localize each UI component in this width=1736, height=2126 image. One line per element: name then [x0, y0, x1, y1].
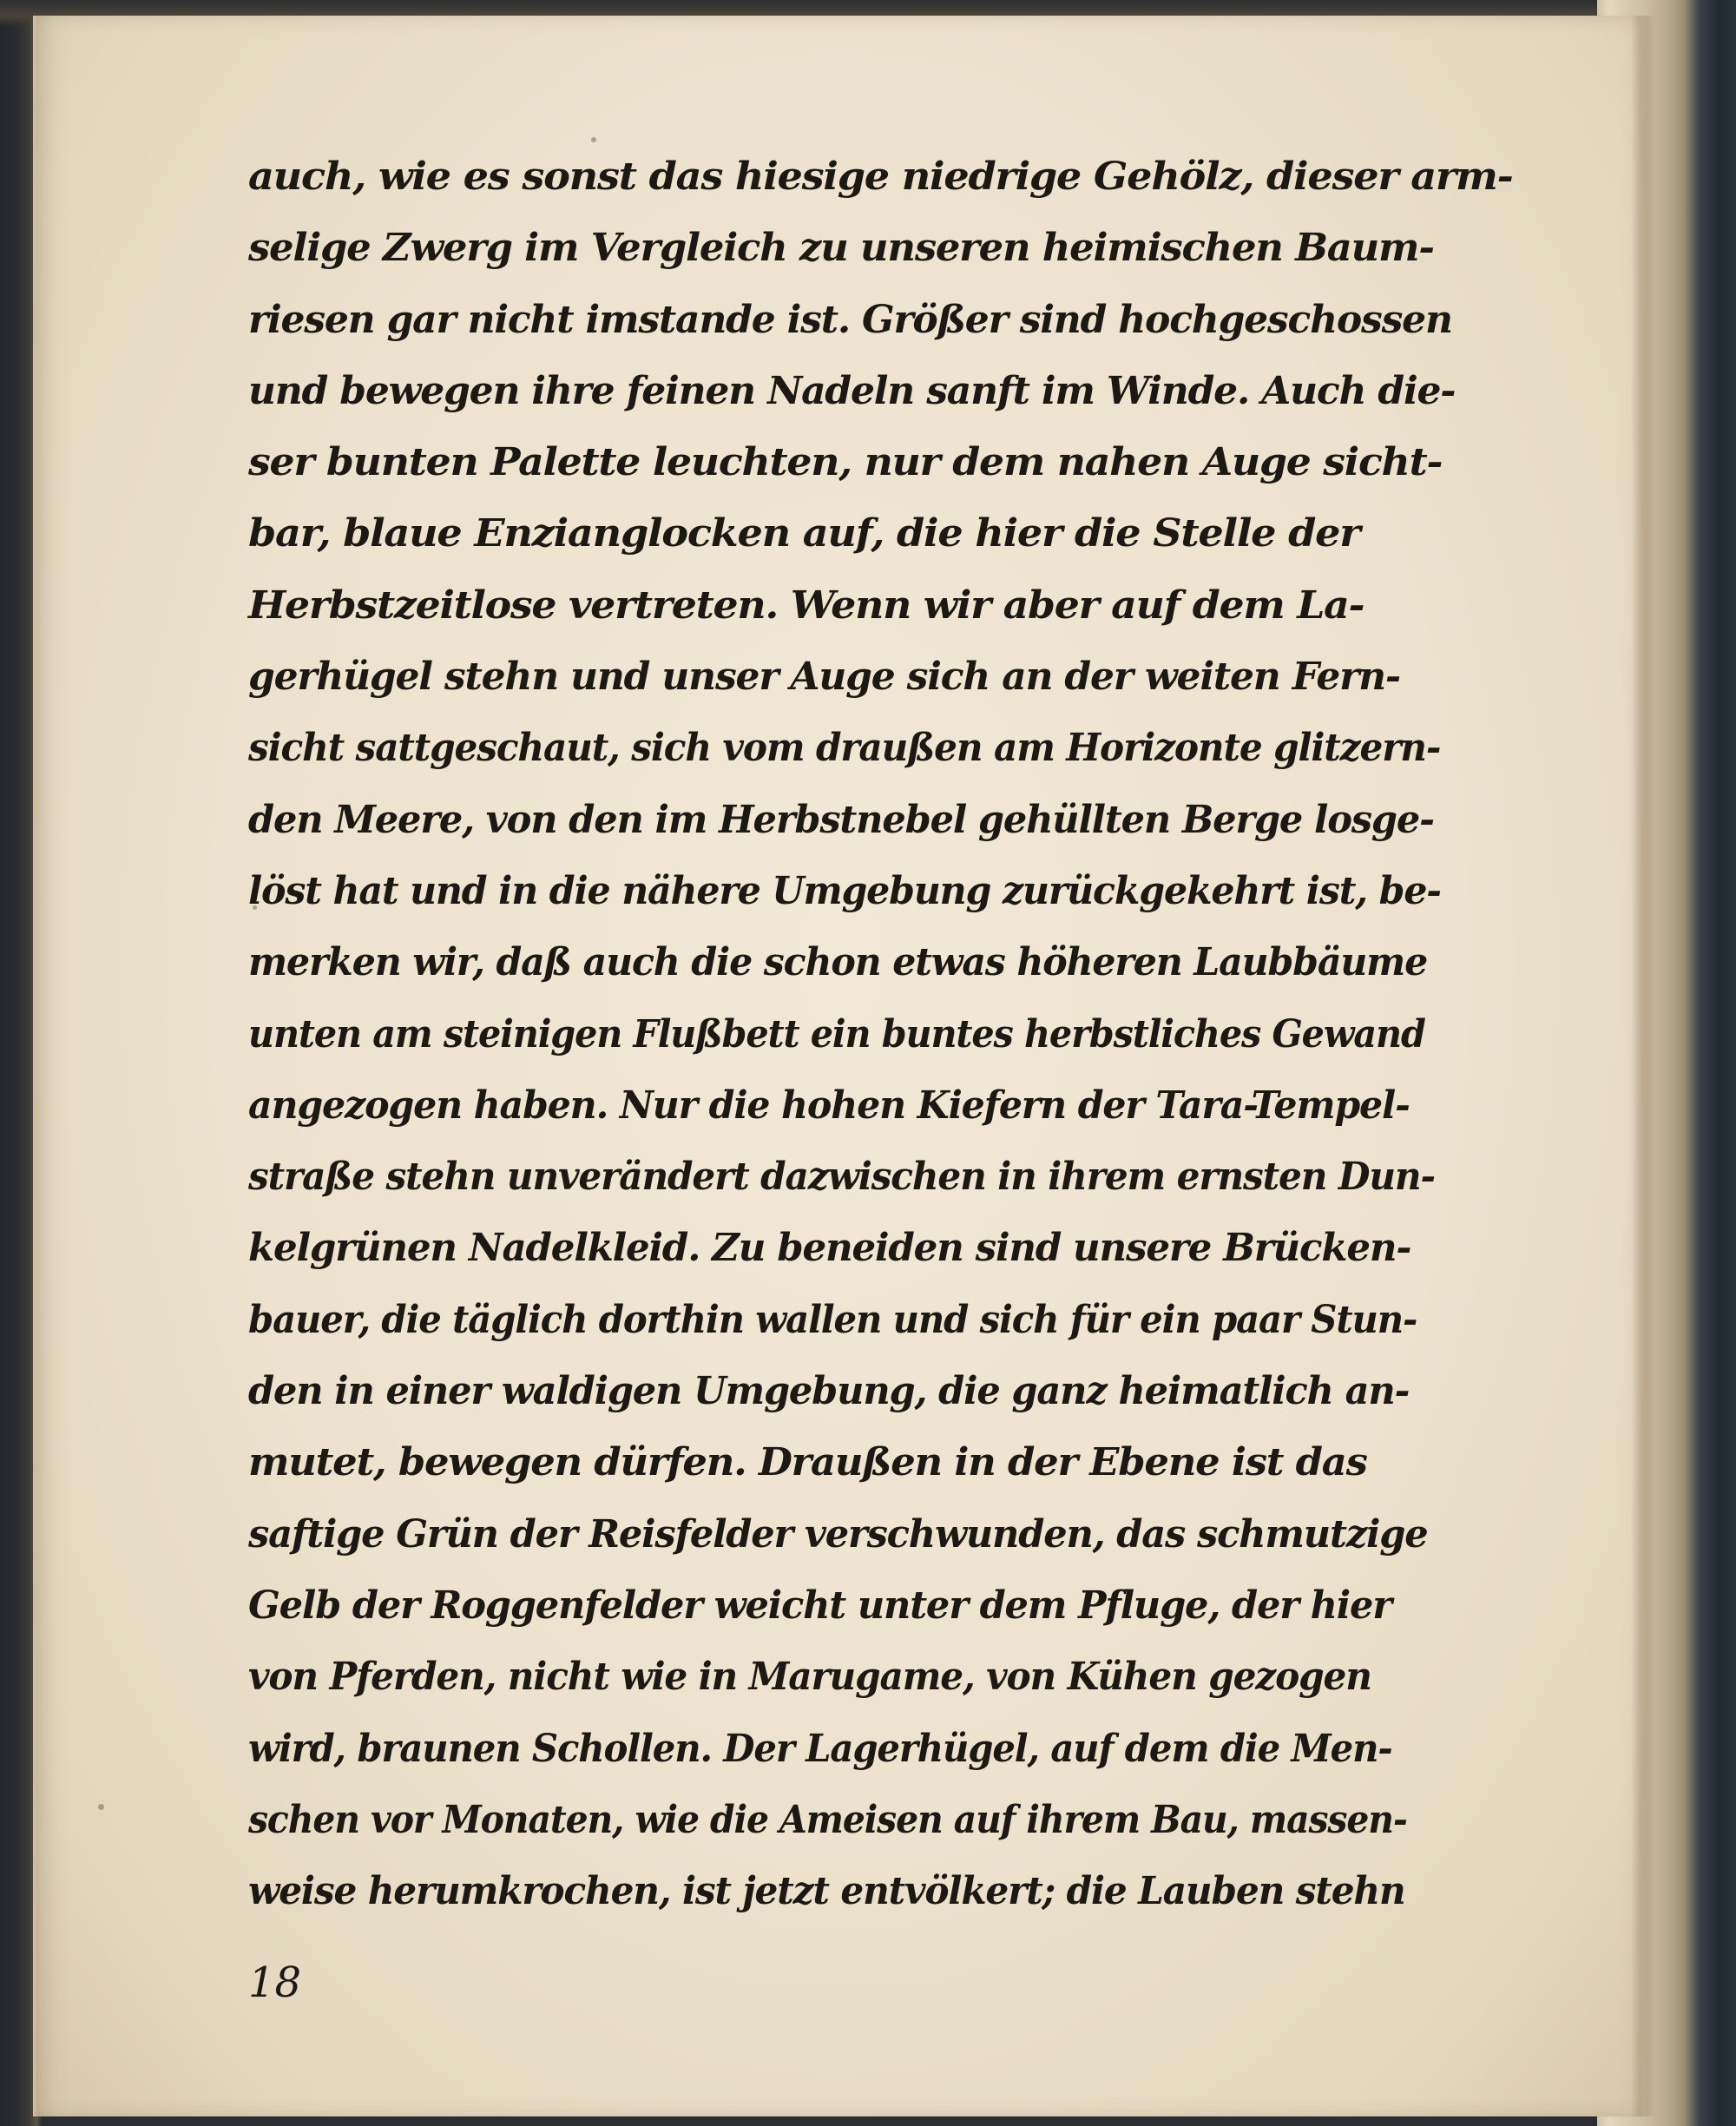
page-number: 18	[248, 1958, 302, 2007]
text-line: gerhügel stehn und unser Auge sich an der weiten Fern-	[248, 655, 1400, 700]
paper-speck	[98, 1804, 104, 1810]
text-line: ser bunten Palette leuchten, nur dem nahen Auge sicht-	[248, 440, 1443, 485]
text-line: unten am steinigen Flußbett ein buntes herbstliches Gewand	[248, 1011, 1425, 1056]
page-gutter	[1631, 16, 1655, 2116]
paper-speck	[591, 137, 596, 142]
text-line: bar, blaue Enzianglocken auf, die hier die Stelle der	[248, 511, 1360, 556]
text-line: und bewegen ihre feinen Nadeln sanft im Winde. Auch die-	[248, 368, 1456, 413]
text-line: saftige Grün der Reisfelder verschwunden, das schmutzige	[248, 1511, 1428, 1557]
text-line: von Pferden, nicht wie in Marugame, von Kühen gezogen	[248, 1655, 1371, 1700]
handwritten-text-block	[248, 142, 1524, 1927]
text-line: selige Zwerg im Vergleich zu unseren heimischen Baum-	[248, 226, 1434, 271]
notebook-page	[33, 16, 1643, 2116]
text-line: den Meere, von den im Herbstnebel gehüllten Berge losge-	[248, 797, 1434, 842]
text-line: weise herumkrochen, ist jetzt entvölkert; die Lauben stehn	[248, 1869, 1405, 1914]
text-line: bauer, die täglich dorthin wallen und sich für ein paar Stun-	[248, 1297, 1417, 1342]
text-line: kelgrünen Nadelkleid. Zu beneiden sind unsere Brücken-	[248, 1226, 1411, 1271]
paper-speck	[253, 905, 257, 910]
text-line: angezogen haben. Nur die hohen Kiefern der Tara-Tempel-	[248, 1083, 1410, 1128]
text-line: straße stehn unverändert dazwischen in ihrem ernsten Dun-	[248, 1155, 1435, 1200]
text-line: sicht sattgeschaut, sich vom draußen am Horizonte glitzern-	[248, 726, 1441, 771]
text-line: schen vor Monaten, wie die Ameisen auf ihrem Bau, massen-	[248, 1797, 1407, 1842]
text-line: löst hat und in die nähere Umgebung zurückgekehrt ist, be-	[248, 868, 1441, 913]
text-line: Herbstzeitlose vertreten. Wenn wir aber auf dem La-	[248, 583, 1364, 628]
text-line: auch, wie es sonst das hiesige niedrige Gehölz, dieser arm-	[248, 155, 1513, 199]
text-line: den in einer waldigen Umgebung, die ganz heimatlich an-	[248, 1369, 1410, 1414]
text-line: Gelb der Roggenfelder weicht unter dem Pfluge, der hier	[248, 1583, 1391, 1628]
text-line: wird, braunen Schollen. Der Lagerhügel, auf dem die Men-	[248, 1726, 1392, 1771]
text-line: riesen gar nicht imstande ist. Größer sind hochgeschossen	[248, 297, 1452, 342]
text-line: merken wir, daß auch die schon etwas höheren Laubbäume	[248, 940, 1428, 985]
text-line: mutet, bewegen dürfen. Draußen in der Ebene ist das	[248, 1440, 1367, 1485]
